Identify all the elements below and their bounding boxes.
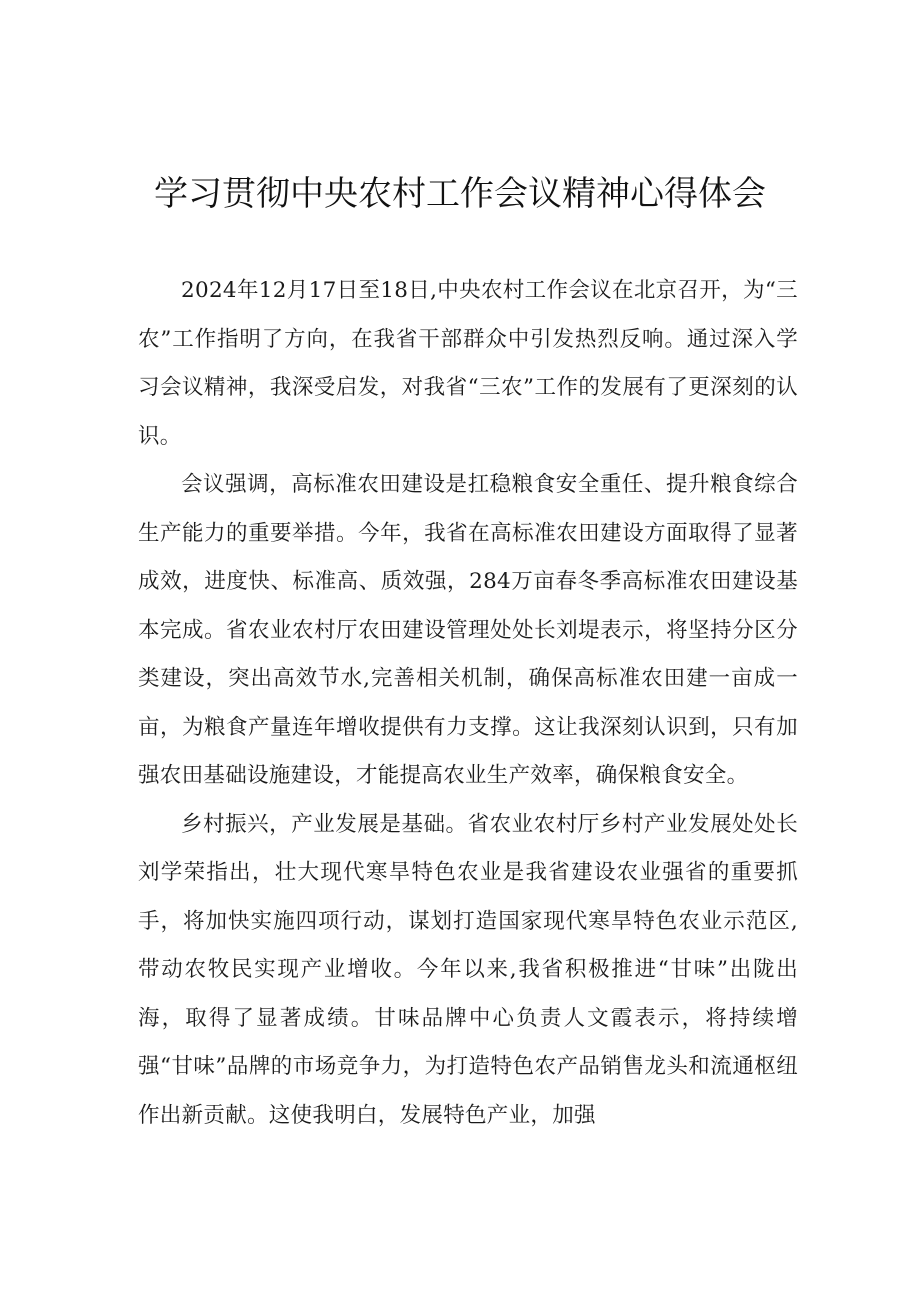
paragraph-2: 会议强调，高标准农田建设是扛稳粮食安全重任、提升粮食综合生产能力的重要举措。今年，我省在高标准农田建设方面取得了显著成效，进度快、标准高、质效强，284万亩春冬季高标准农田建设基本完成。省农业农村厅农田建设管理处处长刘堤表示，将坚持分区分类建设，突出高效节水,完善相关机制，确保高标准农田建一亩成一亩，为粮食产量连年增收提供有力支撑。这让我深刻认识到，只有加强农田基础设施建设，才能提高农业生产效率，确保粮食安全。 (138, 472, 798, 788)
document-title: 学习贯彻中央农村工作会议精神心得体会 (154, 174, 766, 214)
paragraph-1: 2024年12月17日至18日,中央农村工作会议在北京召开，为“三农”工作指明了方向，在我省干部群众中引发热烈反响。通过深入学习会议精神，我深受启发，对我省“三农”工作的发展有了更深刻的认识。 (138, 278, 798, 449)
document-body (138, 267, 798, 1140)
paragraph-3: 乡村振兴，产业发展是基础。省农业农村厅乡村产业发展处处长刘学荣指出，壮大现代寒旱特色农业是我省建设农业强省的重要抓手，将加快实施四项行动，谋划打造国家现代寒旱特色农业示范区,带动农牧民实现产业增收。今年以来,我省积极推进“甘味”出陇出海，取得了显著成绩。甘味品牌中心负责人文霞表示，将持续增强“甘味”品牌的市场竞争力，为打造特色农产品销售龙头和流通枢纽作出新贡献。这使我明白，发展特色产业，加强 (138, 811, 798, 1128)
